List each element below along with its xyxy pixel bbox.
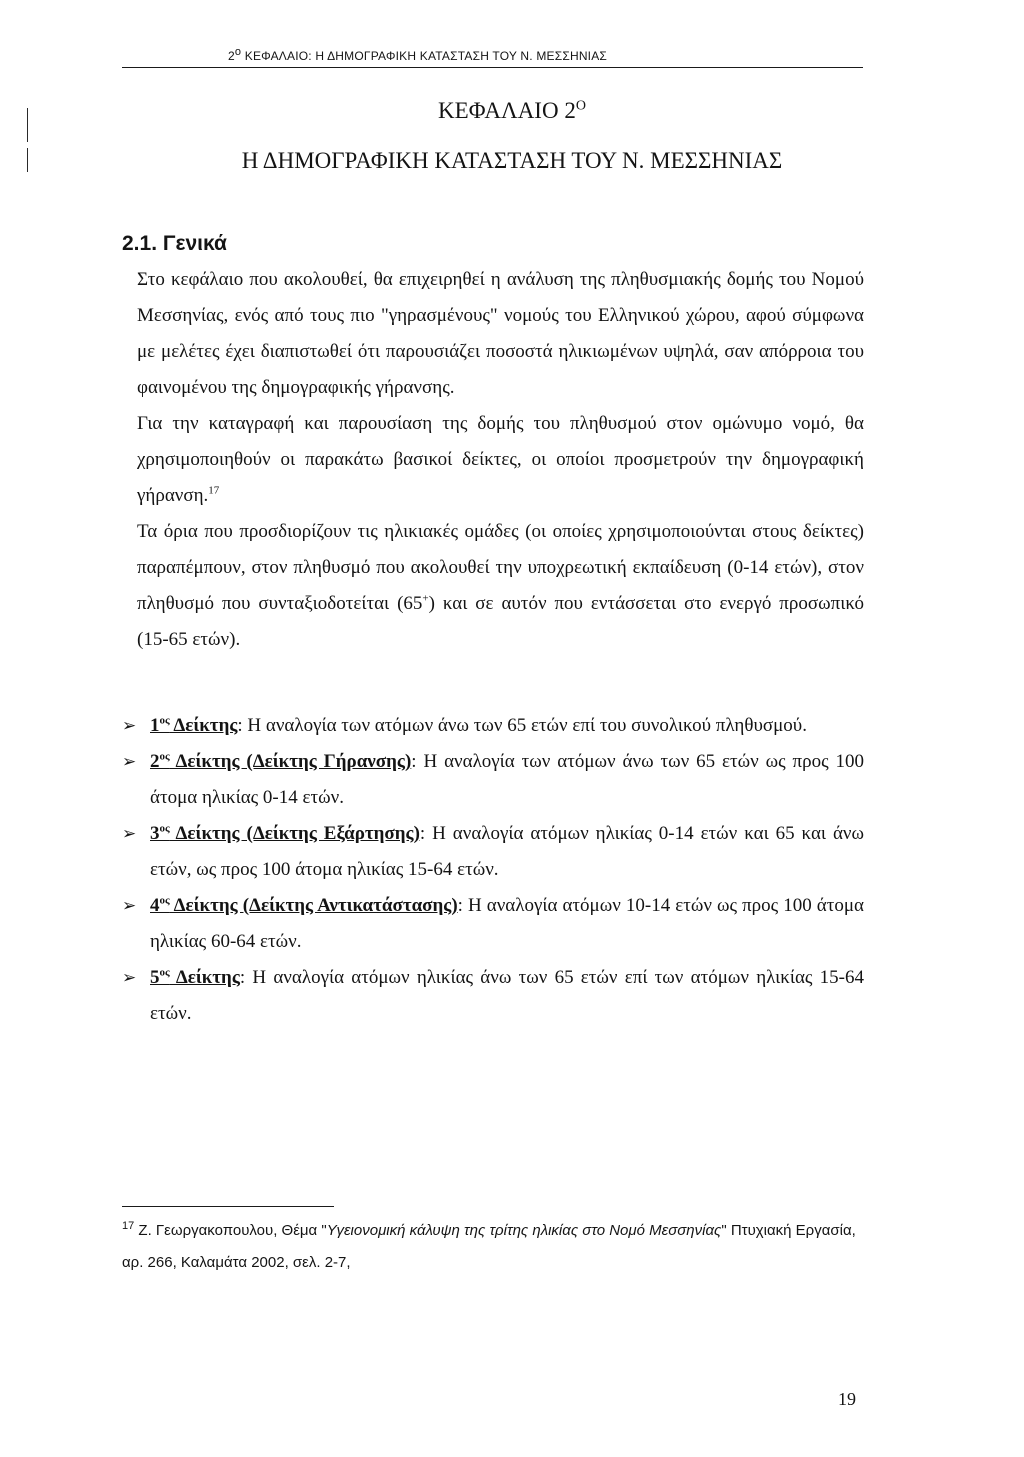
running-head-text: ΚΕΦΑΛΑΙΟ: Η ΔΗΜΟΓΡΑΦΙΚΗ ΚΑΤΑΣΤΑΣΗ ΤΟΥ Ν. ΜΕΣΣΗΝΙΑΣ — [241, 49, 608, 63]
indicator-label — [150, 967, 240, 988]
footnote — [122, 1215, 864, 1279]
chapter-number — [0, 98, 1024, 124]
indicator-label — [150, 751, 411, 772]
paragraph-2 — [137, 406, 864, 514]
chapter-number-sup: Ο — [575, 98, 586, 114]
list-item — [122, 960, 864, 1032]
list-item — [122, 888, 864, 960]
indicator-num: 4 — [150, 895, 160, 916]
chapter-title: Η ΔΗΜΟΓΡΑΦΙΚΗ ΚΑΤΑΣΤΑΣΗ ΤΟΥ Ν. ΜΕΣΣΗΝΙΑΣ — [241, 148, 783, 173]
indicator-label-text: Δείκτης (Δείκτης Γήρανσης) — [169, 751, 412, 772]
indicator-label — [150, 895, 458, 916]
indicator-text: : Η αναλογία των ατόμων άνω των 65 ετών επί του συνολικού πληθυσμού. — [237, 715, 807, 736]
indicator-sup: ος — [159, 894, 170, 907]
running-head — [228, 46, 748, 63]
paragraph-3-text-b: ) και σε αυτόν που εντάσσεται στο ενεργό προσωπικό (15-65 ετών). — [137, 593, 864, 650]
section-heading: 2.1. Γενικά — [122, 232, 227, 255]
indicator-num: 5 — [150, 967, 160, 988]
indicator-text: : Η αναλογία ατόμων ηλικίας 0-14 ετών και 65 και άνω ετών, ως προς 100 άτομα ηλικίας 15-64 ετών. — [150, 823, 864, 880]
footnote-rule — [122, 1206, 334, 1207]
indicator-label-text: Δείκτης — [169, 715, 238, 736]
indicator-text: : Η αναλογία των ατόμων άνω των 65 ετών ως προς 100 άτομα ηλικίας 0-14 ετών. — [150, 751, 865, 808]
indicator-sup: ος — [159, 966, 170, 979]
running-head-number: 2 — [228, 49, 235, 63]
arrow-bullet-icon: ➢ — [122, 824, 137, 843]
footnote-rest: " Πτυχιακή Εργασία, αρ. 266, Καλαμάτα 2002, σελ. 2-7, — [122, 1222, 856, 1271]
chapter-number-text: ΚΕΦΑΛΑΙΟ 2 — [438, 98, 576, 123]
paragraph-3-sup: + — [422, 592, 429, 605]
paragraph-3 — [137, 514, 864, 658]
indicator-sup: ος — [159, 714, 170, 727]
footnote-ref[interactable]: 17 — [208, 484, 220, 497]
indicator-sup: ος — [159, 750, 170, 763]
list-item — [122, 708, 864, 744]
running-head-sup: ο — [234, 46, 242, 58]
indicator-list — [122, 708, 864, 1032]
paragraph-2-text: Για την καταγραφή και παρουσίαση της δομής του πληθυσμού στον ομώνυμο νομό, θα χρησιμοποιηθούν οι παρακάτω βασικοί δείκτες, οι οποίοι προσμετρούν την δημογραφική γήρανση. — [137, 413, 864, 506]
indicator-num: 1 — [150, 715, 160, 736]
indicator-text: : Η αναλογία ατόμων ηλικίας άνω των 65 ετών επί των ατόμων ηλικίας 15-64 ετών. — [150, 967, 865, 1024]
indicator-sup: ος — [159, 822, 170, 835]
paragraph-3-text-a: Τα όρια που προσδιορίζουν τις ηλικιακές ομάδες (οι οποίες χρησιμοποιούνται στους δείκτες) παραπέμπουν, στον πληθυσμό που ακολουθεί την υποχρεωτική εκπαίδευση (0-14 ετών), στον πληθυσμό που συνταξιοδοτείται (65 — [137, 521, 864, 614]
footnote-number: 17 — [122, 1220, 135, 1232]
body-text — [137, 262, 864, 658]
footnote-title: Υγειονομική κάλυψη της τρίτης ηλικίας στο Νομό Μεσσηνίας — [326, 1222, 722, 1239]
page-number: 19 — [838, 1389, 856, 1409]
indicator-label — [150, 715, 237, 736]
indicator-label-text: Δείκτης — [169, 967, 240, 988]
indicator-label-text: Δείκτης (Δείκτης Αντικατάστασης) — [169, 895, 458, 916]
indicator-label-text: Δείκτης (Δείκτης Εξάρτησης) — [169, 823, 420, 844]
indicator-num: 2 — [150, 751, 160, 772]
arrow-bullet-icon: ➢ — [122, 716, 137, 735]
footnote-author: Ζ. Γεωργακοπουλου, Θέμα " — [134, 1222, 327, 1239]
list-item — [122, 744, 864, 816]
arrow-bullet-icon: ➢ — [122, 896, 137, 915]
list-item — [122, 816, 864, 888]
paragraph-1: Στο κεφάλαιο που ακολουθεί, θα επιχειρηθεί η ανάλυση της πληθυσμιακής δομής του Νομού Μεσσηνίας, ενός από τους πιο "γηρασμένους" νομούς του Ελληνικού χώρου, αφού σύμφωνα με μελέτες έχει διαπιστωθεί ότι παρουσιάζει ποσοστά ηλικιωμένων υψηλά, σαν απόρροια του φαινομένου της δημογραφικής γήρανσης. — [137, 269, 864, 398]
indicator-num: 3 — [150, 823, 160, 844]
indicator-label — [150, 823, 420, 844]
arrow-bullet-icon: ➢ — [122, 752, 137, 771]
indicator-text: : Η αναλογία ατόμων 10-14 ετών ως προς 100 άτομα ηλικίας 60-64 ετών. — [150, 895, 864, 952]
arrow-bullet-icon: ➢ — [122, 968, 137, 987]
header-rule — [122, 67, 863, 68]
